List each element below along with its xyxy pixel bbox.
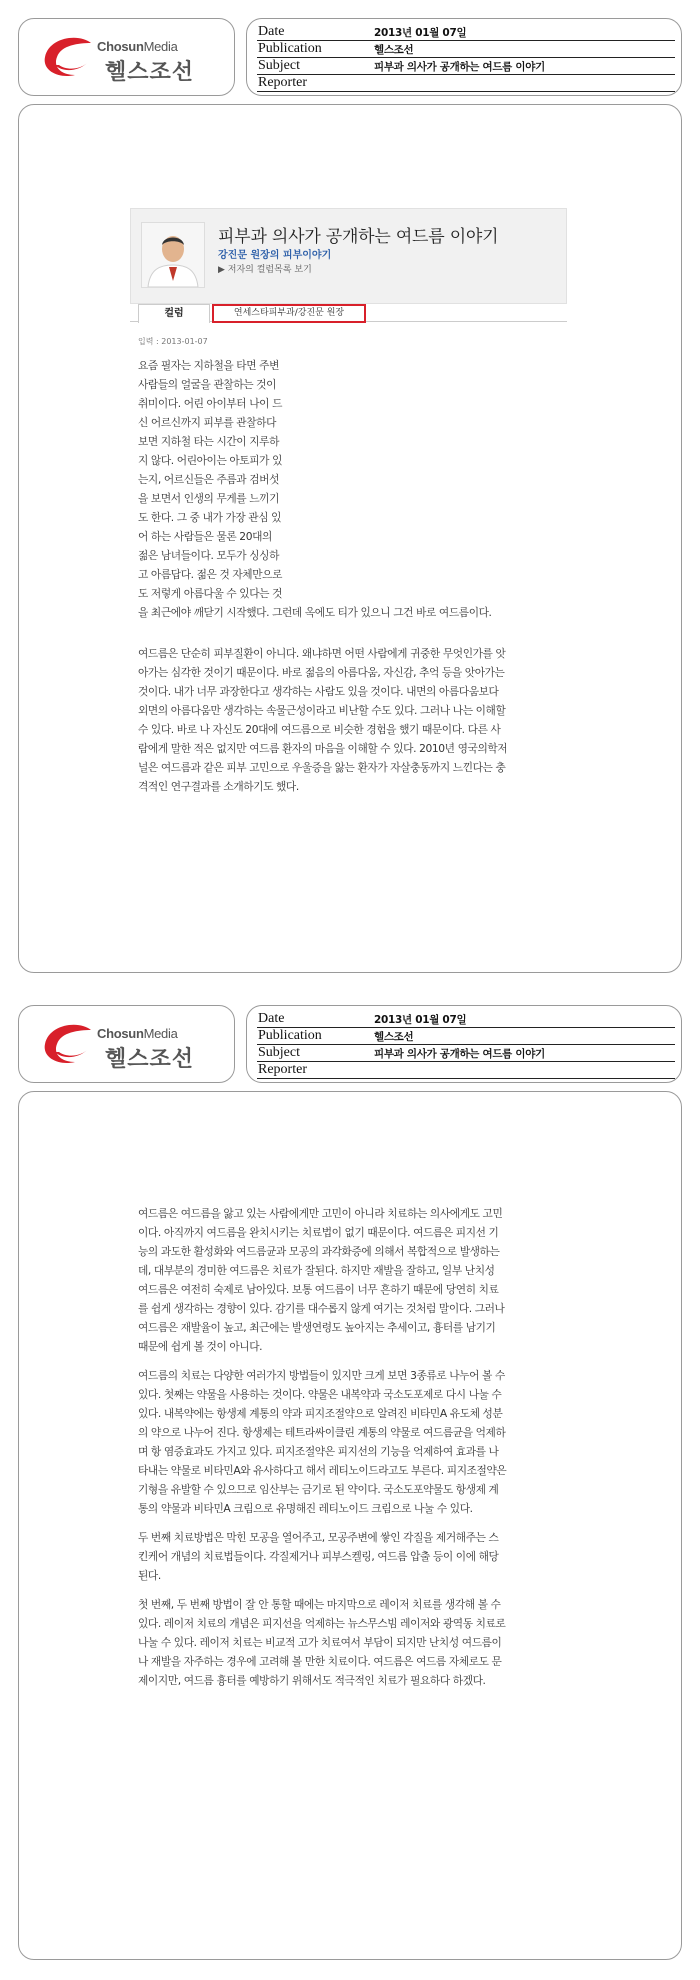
subject-label: Subject — [257, 58, 370, 75]
paragraph — [138, 644, 507, 796]
logo-english: ChosunMedia — [97, 1026, 178, 1041]
body-line: 있다. 첫째는 약물을 사용하는 것이다. 약물은 내복약과 국소도포제로 다시 나눌 수 — [138, 1388, 502, 1401]
subject-label: Subject — [257, 1045, 370, 1062]
logo-panel — [18, 18, 235, 96]
body-line: 고 아름답다. 젊은 것 자체만으로 — [138, 568, 283, 581]
input-date: 입력 : 2013-01-07 — [138, 337, 208, 346]
body-line: 을 최근에야 깨닫기 시작했다. 그런데 옥에도 티가 있으니 그건 바로 여드름이다. — [138, 606, 492, 619]
body-line: 된다. — [138, 1569, 161, 1582]
body-line: 두 번째 치료방법은 막힌 모공을 열어주고, 모공주변에 쌓인 각질을 제거해주는 스 — [138, 1531, 499, 1544]
tab-column[interactable]: 컬럼 — [138, 304, 210, 323]
body-line: 때문에 쉽게 볼 것이 아니다. — [138, 1340, 263, 1353]
reporter-value — [370, 75, 675, 92]
reporter-label: Reporter — [257, 1062, 370, 1079]
body-line: 람에게 말한 적은 없지만 여드름 환자의 마음을 이해할 수 있다. 2010년 영국의학저 — [138, 742, 508, 755]
column-header — [130, 208, 567, 320]
play-arrow-icon: ▶ — [218, 265, 225, 275]
body-line: 을 보면서 인생의 무게를 느끼기 — [138, 492, 280, 505]
page1-body-para2 — [138, 644, 507, 796]
publication-value: 헬스조선 — [370, 41, 675, 58]
body-line: 것이다. 내가 너무 과장한다고 생각하는 사람도 있을 것이다. 내면의 아름다움보다 — [138, 685, 499, 698]
author-photo — [141, 222, 205, 288]
reporter-value — [370, 1062, 675, 1079]
body-line: 수 있다. 바로 나 자신도 20대에 여드름으로 비슷한 경험을 했기 때문이다. 다른 사 — [138, 723, 501, 736]
author-portrait-icon — [142, 223, 204, 287]
subject-value: 피부과 의사가 공개하는 여드름 이야기 — [370, 58, 675, 75]
body-line: 도 한다. 그 중 내가 가장 관심 있 — [138, 511, 282, 524]
body-line: 는지, 어르신들은 주름과 검버섯 — [138, 473, 280, 486]
body-line: 아가는 심각한 것이기 때문이다. 바로 젊음의 아름다움, 자신감, 추억 등을 앗아가는 — [138, 666, 505, 679]
page1-body — [138, 356, 492, 622]
date-label: Date — [257, 1011, 370, 1028]
body-line: 능의 과도한 활성화와 여드름균과 모공의 과각화증에 의해서 복합적으로 발생하는 — [138, 1245, 500, 1258]
paragraph — [138, 1528, 506, 1585]
meta-panel-page2 — [246, 1005, 682, 1083]
date-value: 2013년 01월 07일 — [370, 24, 675, 41]
author-column-list-link[interactable]: ▶ 저자의 컬럼목록 보기 — [218, 265, 312, 275]
body-line: 이다. 아직까지 여드름을 완치시키는 치료법이 없기 때문이다. 여드름은 피지선 기 — [138, 1226, 499, 1239]
column-title: 피부과 의사가 공개하는 여드름 이야기 — [218, 227, 499, 247]
body-line: 의 약으로 나누어 진다. 항생제는 테트라싸이클린 계통의 약물로 여드름균을 억제하 — [138, 1426, 506, 1439]
body-line: 어 하는 사람들은 물론 20대의 — [138, 530, 272, 543]
body-line: 사람들의 얼굴을 관찰하는 것이 — [138, 378, 277, 391]
body-line: 지 않다. 어린아이는 아토피가 있 — [138, 454, 283, 467]
body-line: 며 항 염증효과도 가지고 있다. 피지조절약은 피지선의 기능을 억제하여 효과를 나 — [138, 1445, 499, 1458]
publication-label: Publication — [257, 1028, 370, 1045]
date-label: Date — [257, 24, 370, 41]
body-line: 외면의 아름다움만 생각하는 속물근성이라고 비난할 수도 있다. 그러나 나는 이해할 — [138, 704, 506, 717]
body-line: 제이지만, 여드름 흉터를 예방하기 위해서도 적극적인 치료가 필요하다 하겠다. — [138, 1674, 486, 1687]
body-line: 젊은 남녀들이다. 모두가 싱싱하 — [138, 549, 280, 562]
subject-value: 피부과 의사가 공개하는 여드름 이야기 — [370, 1045, 675, 1062]
body-line: 여드름은 단순히 피부질환이 아니다. 왜냐하면 어떤 사람에게 귀중한 무엇인가를 앗 — [138, 647, 506, 660]
body-line: 여드름은 재발율이 높고, 최근에는 발생연령도 높아지는 추세이고, 흉터를 남기기 — [138, 1321, 496, 1334]
column-subtitle[interactable]: 강진문 원장의 피부이야기 — [218, 250, 332, 261]
meta-table — [257, 1011, 675, 1079]
body-line: 첫 번째, 두 번째 방법이 잘 안 통할 때에는 마지막으로 레이저 치료를 생각해 볼 수 — [138, 1598, 501, 1611]
chosun-media-logo-icon — [41, 35, 99, 79]
paragraph — [138, 1595, 506, 1690]
body-line: 있다. 내복약에는 항생제 계통의 약과 피지조절약으로 알려진 비타민A 유도체 성분 — [138, 1407, 503, 1420]
page2-body — [138, 1204, 506, 1690]
body-line: 데, 대부분의 경미한 여드름은 치료가 잘된다. 하지만 재발을 잘하고, 일부 난치성 — [138, 1264, 495, 1277]
publication-value: 헬스조선 — [370, 1028, 675, 1045]
body-line: 격적인 연구결과를 소개하기도 했다. — [138, 780, 299, 793]
body-line: 신 어르신까지 피부를 관찰하다 — [138, 416, 277, 429]
body-line: 킨케어 개념의 치료법들이다. 각질제거나 피부스켈링, 여드름 압출 등이 이에 해당 — [138, 1550, 499, 1563]
body-line: 를 쉽게 생각하는 경향이 있다. 감기를 대수롭지 않게 여기는 것처럼 말이다. 그러나 — [138, 1302, 505, 1315]
body-line: 통의 약물과 비타민A 크림으로 유명해진 레티노이드 크림으로 나눌 수 있다. — [138, 1502, 473, 1515]
body-line: 기형을 유발할 수 있으므로 임산부는 금기로 된 약이다. 국소도포약물도 항생제 계 — [138, 1483, 499, 1496]
meta-panel — [246, 18, 682, 96]
body-line: 보면 지하철 타는 시간이 지루하 — [138, 435, 280, 448]
body-line: 타내는 약물로 비타민A와 유사하다고 해서 레티노이드라고도 부른다. 피지조절약은 — [138, 1464, 507, 1477]
body-line: 여드름은 여전히 숙제로 남아있다. 보통 여드름이 너무 흔하기 때문에 당연히 치료 — [138, 1283, 499, 1296]
author-tag: 연세스타피부과/강진문 원장 — [212, 304, 366, 323]
logo-korean: 헬스조선 — [105, 60, 195, 85]
paragraph — [138, 1204, 506, 1356]
body-line: 요즘 필자는 지하철을 타면 주변 — [138, 359, 280, 372]
body-line: 취미이다. 어린 아이부터 나이 드 — [138, 397, 283, 410]
body-line: 여드름은 여드름을 앓고 있는 사람에게만 고민이 아니라 치료하는 의사에게도 고민 — [138, 1207, 503, 1220]
date-value: 2013년 01월 07일 — [370, 1011, 675, 1028]
page1-para1-rest — [138, 375, 492, 622]
publication-label: Publication — [257, 41, 370, 58]
body-line: 나눌 수 있다. 레이저 치료는 비교적 고가 치료여서 부담이 되지만 난치성 여드름이 — [138, 1636, 502, 1649]
meta-table — [257, 24, 675, 92]
paragraph — [138, 1366, 506, 1518]
reporter-label: Reporter — [257, 75, 370, 92]
body-line: 있다. 레이저 치료의 개념은 피지선을 억제하는 뉴스무스빔 레이저와 광역동 치료로 — [138, 1617, 506, 1630]
body-line: 여드름의 치료는 다양한 여러가지 방법들이 있지만 크게 보면 3종류로 나누어 볼 수 — [138, 1369, 505, 1382]
logo-panel-page2 — [18, 1005, 235, 1083]
body-line: 도 저렇게 아름다울 수 있다는 것 — [138, 587, 283, 600]
logo-korean: 헬스조선 — [105, 1047, 195, 1072]
body-line: 나 재발을 자주하는 경우에 고려해 볼 만한 치료이다. 여드름은 여드름 자체로도 문 — [138, 1655, 502, 1668]
logo-english: ChosunMedia — [97, 39, 178, 54]
chosun-media-logo-icon — [41, 1022, 99, 1066]
body-line: 널은 여드름과 같은 피부 고민으로 우울증을 앓는 환자가 자살충동까지 느낀다는 충 — [138, 761, 506, 774]
